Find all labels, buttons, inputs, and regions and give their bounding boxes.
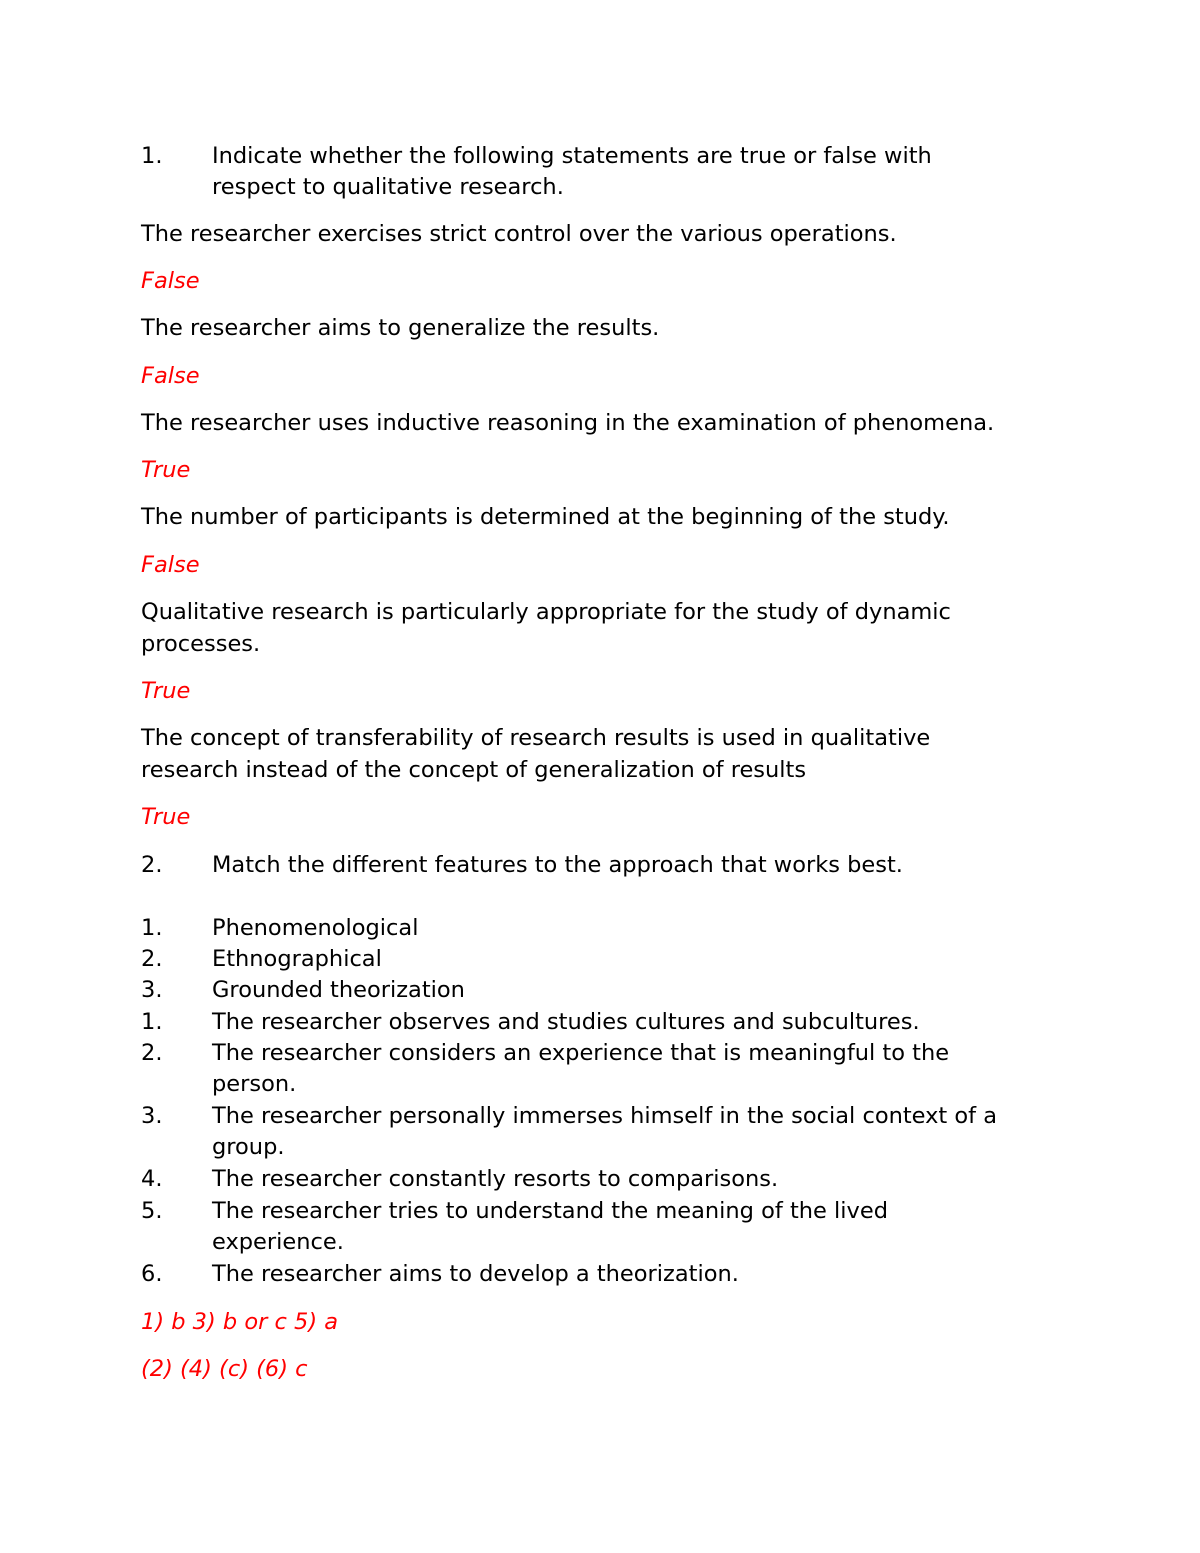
question-2-answer-2: (2) (4) (c) (6) c (141, 1356, 308, 1382)
feature-1-number: 1. (141, 1009, 163, 1035)
feature-1-line1: The researcher observes and studies cultures and subcultures. (212, 1009, 920, 1035)
feature-4-line1: The researcher constantly resorts to comparisons. (212, 1166, 779, 1192)
statement-3: The researcher uses inductive reasoning in the examination of phenomena. (141, 410, 995, 436)
approach-3-number: 3. (141, 977, 163, 1003)
question-1-text-line2: respect to qualitative research. (212, 174, 564, 200)
answer-5: True (141, 678, 191, 704)
answer-4: False (141, 552, 200, 578)
answer-3: True (141, 457, 191, 483)
statement-4: The number of participants is determined at the beginning of the study. (141, 504, 950, 530)
approach-3-label: Grounded theorization (212, 977, 465, 1003)
approach-1-label: Phenomenological (212, 915, 419, 941)
feature-3-line2: group. (212, 1134, 285, 1160)
feature-5-line2: experience. (212, 1229, 344, 1255)
answer-6: True (141, 804, 191, 830)
answer-2: False (141, 363, 200, 389)
question-2-text: Match the different features to the approach that works best. (212, 852, 903, 878)
feature-5-line1: The researcher tries to understand the meaning of the lived (212, 1198, 888, 1224)
feature-2-line1: The researcher considers an experience that is meaningful to the (212, 1040, 950, 1066)
statement-6-line2: research instead of the concept of generalization of results (141, 757, 807, 783)
answer-1: False (141, 268, 200, 294)
approach-1-number: 1. (141, 915, 163, 941)
question-2-answer-1: 1) b 3) b or c 5) a (141, 1309, 339, 1335)
question-1-number: 1. (141, 143, 163, 169)
statement-6-line1: The concept of transferability of research results is used in qualitative (141, 725, 931, 751)
feature-4-number: 4. (141, 1166, 163, 1192)
statement-1: The researcher exercises strict control over the various operations. (141, 221, 897, 247)
statement-2: The researcher aims to generalize the results. (141, 315, 660, 341)
statement-5-line1: Qualitative research is particularly appropriate for the study of dynamic (141, 599, 951, 625)
question-2-number: 2. (141, 852, 163, 878)
feature-6-number: 6. (141, 1261, 163, 1287)
approach-2-label: Ethnographical (212, 946, 382, 972)
feature-2-number: 2. (141, 1040, 163, 1066)
statement-5-line2: processes. (141, 631, 261, 657)
feature-3-number: 3. (141, 1103, 163, 1129)
feature-2-line2: person. (212, 1071, 297, 1097)
feature-6-line1: The researcher aims to develop a theorization. (212, 1261, 739, 1287)
approach-2-number: 2. (141, 946, 163, 972)
feature-3-line1: The researcher personally immerses himself in the social context of a (212, 1103, 998, 1129)
feature-5-number: 5. (141, 1198, 163, 1224)
question-1-text-line1: Indicate whether the following statements are true or false with (212, 143, 932, 169)
